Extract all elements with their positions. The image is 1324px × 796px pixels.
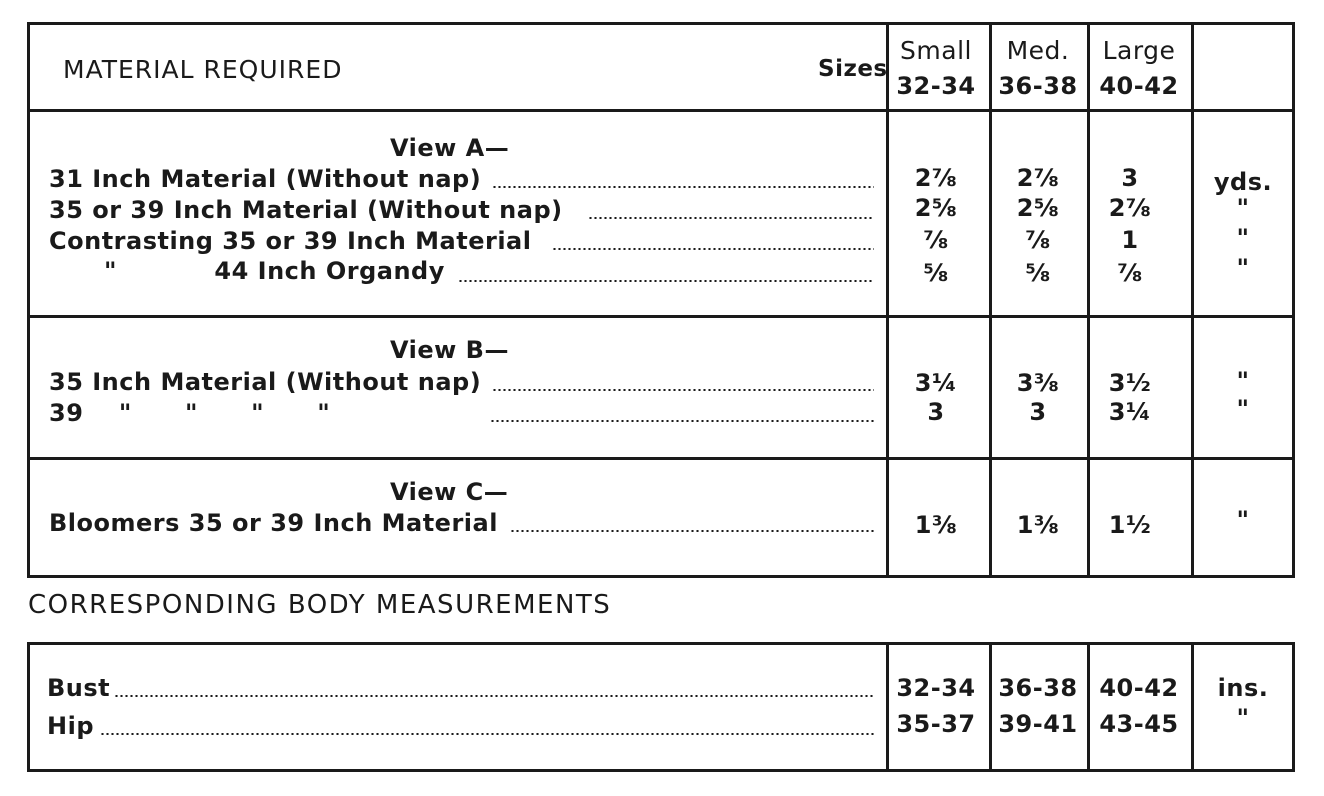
column-divider bbox=[989, 25, 992, 575]
cell-med: 36-38 bbox=[998, 674, 1078, 702]
cell-med: 39-41 bbox=[998, 710, 1078, 738]
column-divider bbox=[886, 645, 889, 769]
cell-unit: ins. bbox=[1217, 674, 1269, 702]
cell-large: 3½ bbox=[1108, 369, 1152, 397]
cell-large: 3¼ bbox=[1108, 398, 1152, 426]
column-divider bbox=[1087, 645, 1090, 769]
column-range-large: 40-42 bbox=[1099, 72, 1179, 100]
cell-small: 3¼ bbox=[914, 369, 958, 397]
column-header-med: Med. bbox=[1006, 36, 1070, 65]
column-range-med: 36-38 bbox=[998, 72, 1078, 100]
body-measurements-table bbox=[27, 642, 1295, 772]
column-header-large: Large bbox=[1102, 36, 1176, 65]
cell-large: 1 bbox=[1121, 226, 1139, 254]
column-divider bbox=[1087, 25, 1090, 575]
cell-small: ⅝ bbox=[923, 259, 949, 287]
body-measurements-title: CORRESPONDING BODY MEASUREMENTS bbox=[28, 590, 612, 620]
section-divider bbox=[30, 457, 1292, 460]
cell-unit: " bbox=[1236, 254, 1250, 282]
dot-leader bbox=[490, 420, 874, 422]
cell-unit: yds. bbox=[1213, 168, 1273, 196]
dot-leader bbox=[458, 280, 874, 282]
cell-unit: " bbox=[1236, 506, 1250, 534]
cell-small: 1⅜ bbox=[914, 511, 958, 539]
material-required-table bbox=[27, 22, 1295, 578]
cell-large: 3 bbox=[1121, 164, 1139, 192]
column-divider bbox=[989, 645, 992, 769]
dot-leader bbox=[492, 389, 874, 391]
column-divider bbox=[886, 25, 889, 575]
column-divider bbox=[1191, 25, 1194, 575]
row-label: 35 or 39 Inch Material (Without nap) bbox=[49, 196, 563, 224]
cell-med: 3 bbox=[1029, 398, 1047, 426]
row-label-bust: Bust bbox=[47, 674, 111, 702]
cell-large: 40-42 bbox=[1099, 674, 1179, 702]
row-label: 35 Inch Material (Without nap) bbox=[49, 368, 482, 396]
dot-leader bbox=[492, 186, 874, 188]
section-heading-view-c: View C— bbox=[390, 478, 509, 506]
cell-unit: " bbox=[1236, 194, 1250, 222]
section-heading-view-b: View B— bbox=[390, 336, 509, 364]
column-range-small: 32-34 bbox=[896, 72, 976, 100]
dot-leader bbox=[510, 530, 874, 532]
cell-med: 1⅜ bbox=[1016, 511, 1060, 539]
column-header-small: Small bbox=[900, 36, 972, 65]
cell-med: ⅞ bbox=[1025, 226, 1051, 254]
cell-med: 2⅞ bbox=[1016, 164, 1060, 192]
cell-med: ⅝ bbox=[1025, 259, 1051, 287]
dot-leader bbox=[114, 695, 874, 697]
dot-leader bbox=[100, 733, 874, 735]
cell-small: 35-37 bbox=[896, 710, 976, 738]
cell-large: 43-45 bbox=[1099, 710, 1179, 738]
dot-leader bbox=[552, 248, 874, 250]
dot-leader bbox=[588, 217, 874, 219]
cell-small: 3 bbox=[927, 398, 945, 426]
cell-large: 2⅞ bbox=[1108, 194, 1152, 222]
cell-med: 2⅝ bbox=[1016, 194, 1060, 222]
row-label: Contrasting 35 or 39 Inch Material bbox=[49, 227, 532, 255]
row-label: 31 Inch Material (Without nap) bbox=[49, 165, 482, 193]
row-label: 39 " " " " bbox=[49, 399, 331, 427]
cell-unit: " bbox=[1236, 395, 1250, 423]
sizes-label: Sizes bbox=[818, 56, 888, 82]
row-label: " 44 Inch Organdy bbox=[104, 257, 445, 285]
cell-large: ⅞ bbox=[1117, 259, 1143, 287]
section-divider bbox=[30, 315, 1292, 318]
header-divider bbox=[30, 109, 1292, 112]
section-heading-view-a: View A— bbox=[390, 134, 510, 162]
cell-large: 1½ bbox=[1108, 511, 1152, 539]
row-label-hip: Hip bbox=[47, 712, 94, 740]
cell-small: 2⅝ bbox=[914, 194, 958, 222]
cell-small: 32-34 bbox=[896, 674, 976, 702]
cell-small: 2⅞ bbox=[914, 164, 958, 192]
cell-unit: " bbox=[1236, 704, 1250, 732]
cell-unit: " bbox=[1236, 224, 1250, 252]
cell-unit: " bbox=[1236, 367, 1250, 395]
cell-med: 3⅜ bbox=[1016, 369, 1060, 397]
row-label: Bloomers 35 or 39 Inch Material bbox=[49, 509, 498, 537]
cell-small: ⅞ bbox=[923, 226, 949, 254]
table-title: MATERIAL REQUIRED bbox=[63, 55, 343, 84]
